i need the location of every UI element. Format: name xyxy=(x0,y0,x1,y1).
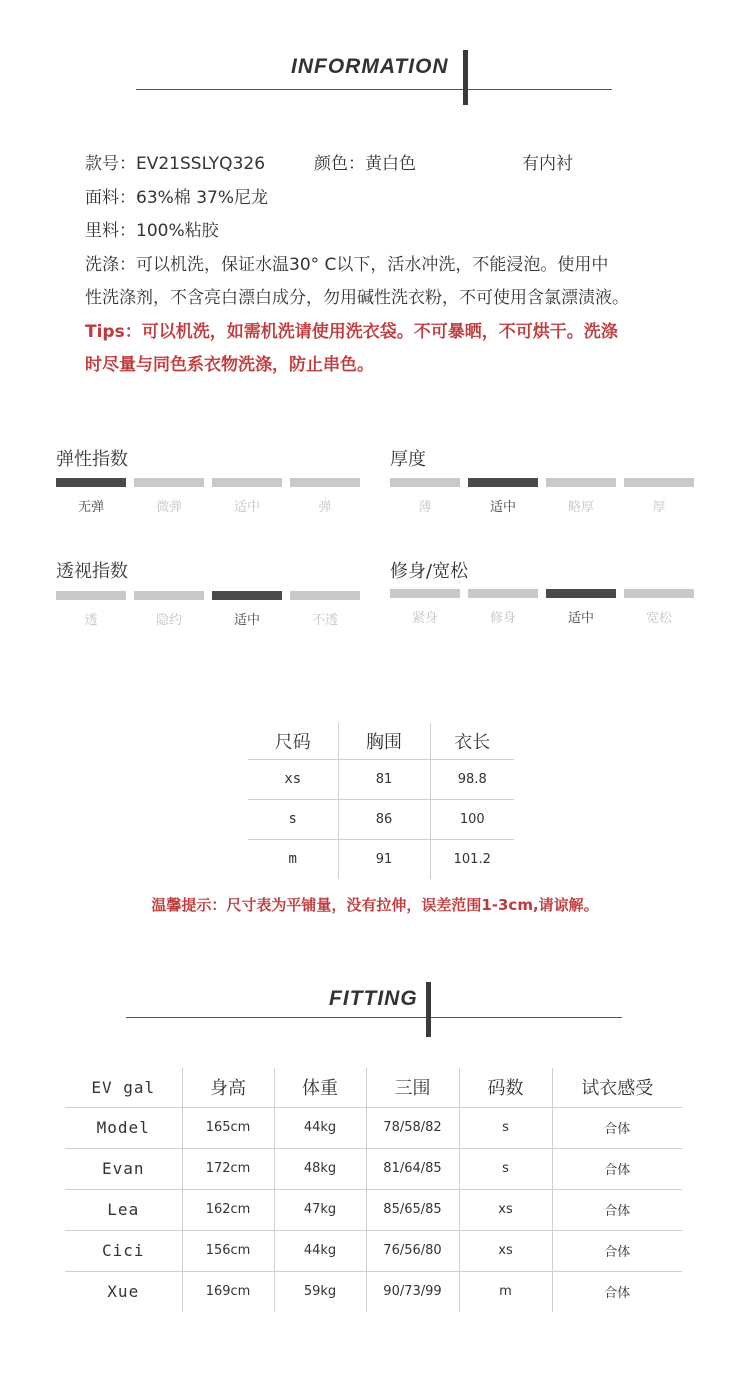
scale-label: 适中 xyxy=(233,613,260,628)
transparency-scale xyxy=(56,591,368,628)
fit-feel-cell: 合体 xyxy=(552,1107,682,1148)
scale-label: 透 xyxy=(84,613,98,628)
scale-label: 弹 xyxy=(318,500,332,515)
scale-bar xyxy=(290,478,360,487)
scale-label: 微弹 xyxy=(155,500,182,515)
elasticity-scale xyxy=(56,478,368,515)
size-cell: m xyxy=(288,851,297,868)
inner-fabric-info: 里料：100%粘胶 xyxy=(85,221,219,241)
table-row xyxy=(65,1271,682,1312)
scale-option xyxy=(212,591,282,628)
fit-height-cell: 165cm xyxy=(182,1107,274,1148)
scale-label: 适中 xyxy=(233,500,260,515)
length-cell: 100 xyxy=(430,799,514,839)
information-divider xyxy=(136,89,612,90)
scale-label: 紧身 xyxy=(411,611,438,626)
scale-option xyxy=(56,478,126,515)
size-note: 温馨提示：尺寸表为平铺量，没有拉伸，误差范围1-3cm,请谅解。 xyxy=(151,896,599,914)
scale-bar xyxy=(134,478,204,487)
fitting-divider xyxy=(126,1017,622,1018)
fit-measurements-cell: 90/73/99 xyxy=(366,1271,459,1312)
size-cell: s xyxy=(248,799,338,839)
scale-label: 修身 xyxy=(489,611,516,626)
scale-bar xyxy=(390,589,460,598)
scale-bar xyxy=(56,591,126,600)
scale-bar xyxy=(546,589,616,598)
fit-size-cell: xs xyxy=(459,1230,552,1271)
table-row xyxy=(248,759,514,799)
fit-header-model: EV gal xyxy=(65,1068,182,1107)
scale-bar xyxy=(134,591,204,600)
fit-height-cell: 169cm xyxy=(182,1271,274,1312)
fit-feel-cell: 合体 xyxy=(552,1230,682,1271)
fit-size-cell: xs xyxy=(459,1189,552,1230)
scale-option xyxy=(546,478,616,515)
thickness-scale xyxy=(390,478,702,515)
fit-title: 修身/宽松 xyxy=(390,561,469,582)
scale-bar xyxy=(290,591,360,600)
table-row xyxy=(65,1107,682,1148)
size-table-header xyxy=(248,723,514,759)
length-cell: 98.8 xyxy=(430,759,514,799)
color-info: 颜色：黄白色 xyxy=(314,154,416,174)
wash-line-2: 性洗涤剂，不含亮白漂白成分，勿用碱性洗衣粉，不可使用含氯漂渍液。 xyxy=(85,288,629,308)
scale-label: 适中 xyxy=(489,500,516,515)
scale-bar xyxy=(624,589,694,598)
fit-weight-cell: 59kg xyxy=(274,1271,366,1312)
scale-label: 略厚 xyxy=(567,500,594,515)
fit-header-weight: 体重 xyxy=(274,1068,366,1107)
fitting-accent-bar xyxy=(426,982,431,1037)
scale-option xyxy=(390,478,460,515)
table-row xyxy=(65,1230,682,1271)
fit-size-cell: s xyxy=(459,1107,552,1148)
fit-weight-cell: 48kg xyxy=(274,1148,366,1189)
table-row xyxy=(248,839,514,879)
fit-header-height: 身高 xyxy=(182,1068,274,1107)
size-cell: xs xyxy=(248,759,338,799)
table-row xyxy=(65,1148,682,1189)
tips-line-1: Tips：可以机洗，如需机洗请使用洗衣袋。不可暴晒，不可烘干。洗涤 xyxy=(85,321,618,342)
table-row xyxy=(65,1189,682,1230)
size-table xyxy=(248,723,514,879)
fitting-table-header xyxy=(65,1068,682,1107)
transparency-title: 透视指数 xyxy=(56,561,128,582)
fit-model-cell: Model xyxy=(65,1107,182,1148)
fit-weight-cell: 47kg xyxy=(274,1189,366,1230)
scale-option xyxy=(134,478,204,515)
scale-option xyxy=(212,478,282,515)
scale-label: 适中 xyxy=(567,611,594,626)
scale-bar xyxy=(468,478,538,487)
fit-model-cell: Lea xyxy=(65,1189,182,1230)
chest-cell: 86 xyxy=(338,799,430,839)
fit-header-measurements: 三围 xyxy=(366,1068,459,1107)
fit-header-size: 码数 xyxy=(459,1068,552,1107)
wash-line-1: 洗涤：可以机洗，保证水温30° C以下，活水冲洗，不能浸泡。使用中 xyxy=(85,254,609,275)
chest-cell: 91 xyxy=(338,839,430,879)
fit-feel-cell: 合体 xyxy=(552,1189,682,1230)
scale-bar xyxy=(56,478,126,487)
table-row xyxy=(248,799,514,839)
fit-weight-cell: 44kg xyxy=(274,1107,366,1148)
scale-label: 厚 xyxy=(652,500,666,515)
scale-bar xyxy=(212,478,282,487)
scale-option xyxy=(624,589,694,626)
scale-label: 宽松 xyxy=(645,611,672,626)
scale-option xyxy=(546,589,616,626)
fit-model-cell: Xue xyxy=(107,1282,140,1302)
fit-feel-cell: 合体 xyxy=(552,1148,682,1189)
size-header-chest: 胸围 xyxy=(338,723,430,759)
fit-height-cell: 162cm xyxy=(182,1189,274,1230)
fit-measurements-cell: 78/58/82 xyxy=(366,1107,459,1148)
thickness-title: 厚度 xyxy=(390,449,426,470)
scale-bar xyxy=(546,478,616,487)
size-header-length: 衣长 xyxy=(430,723,514,759)
product-info xyxy=(85,148,725,383)
scale-option xyxy=(468,589,538,626)
length-cell: 101.2 xyxy=(430,839,514,879)
fit-feel-cell: 合体 xyxy=(552,1271,682,1312)
scale-bar xyxy=(468,589,538,598)
scale-label: 无弹 xyxy=(77,500,104,515)
scale-option xyxy=(290,591,360,628)
elasticity-title: 弹性指数 xyxy=(56,449,128,470)
fit-size-cell: m xyxy=(459,1271,552,1312)
fit-scale xyxy=(390,589,702,626)
scale-option xyxy=(390,589,460,626)
style-number: 款号：EV21SSLYQ326 xyxy=(85,154,266,174)
fabric-info: 面料：63%棉 37%尼龙 xyxy=(85,187,268,208)
scale-option xyxy=(624,478,694,515)
fit-measurements-cell: 76/56/80 xyxy=(366,1230,459,1271)
fit-model-cell: Cici xyxy=(65,1230,182,1271)
fit-header-feel: 试衣感受 xyxy=(552,1068,682,1107)
scale-option xyxy=(134,591,204,628)
fit-measurements-cell: 85/65/85 xyxy=(366,1189,459,1230)
scale-option xyxy=(56,591,126,628)
fitting-table xyxy=(65,1068,682,1312)
information-accent-bar xyxy=(463,50,468,105)
scale-label: 不透 xyxy=(311,613,338,628)
scale-bar xyxy=(390,478,460,487)
chest-cell: 81 xyxy=(338,759,430,799)
fit-height-cell: 172cm xyxy=(182,1148,274,1189)
fit-weight-cell: 44kg xyxy=(274,1230,366,1271)
scale-bar xyxy=(624,478,694,487)
scale-label: 薄 xyxy=(418,500,432,515)
fit-model-cell: Evan xyxy=(65,1148,182,1189)
scale-option xyxy=(290,478,360,515)
scale-bar xyxy=(212,591,282,600)
fit-height-cell: 156cm xyxy=(182,1230,274,1271)
fit-measurements-cell: 81/64/85 xyxy=(366,1148,459,1189)
fit-size-cell: s xyxy=(459,1148,552,1189)
tips-line-2: 时尽量与同色系衣物洗涤，防止串色。 xyxy=(85,355,374,375)
lining-info: 有内衬 xyxy=(522,154,573,174)
scale-label: 隐约 xyxy=(155,613,182,628)
scale-option xyxy=(468,478,538,515)
size-header-size: 尺码 xyxy=(248,723,338,759)
